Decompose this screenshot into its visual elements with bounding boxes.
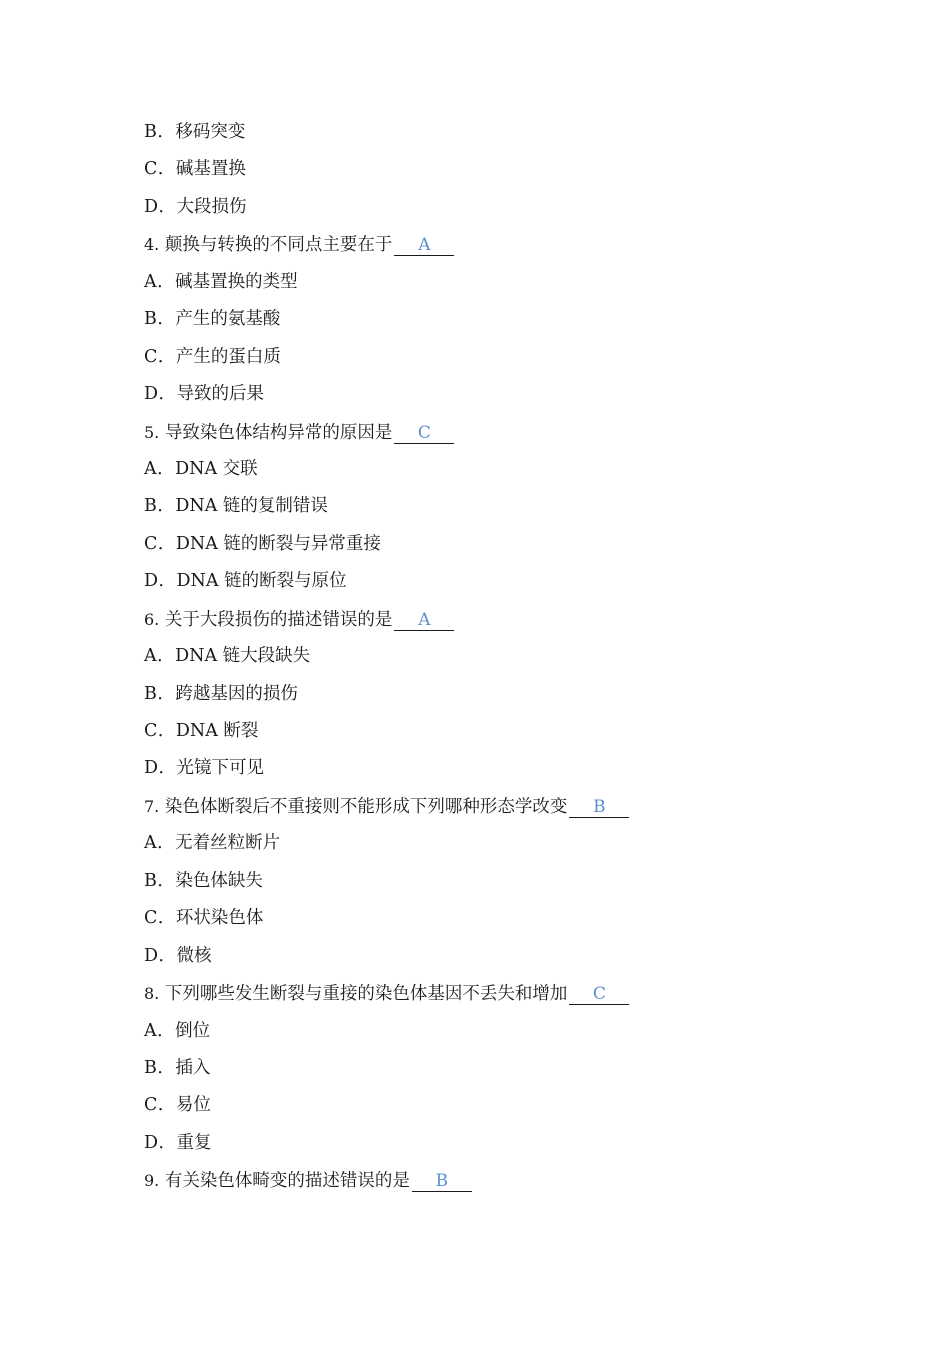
option-letter: A． (144, 646, 176, 667)
question-line (144, 975, 844, 1012)
answer-blank (394, 423, 454, 444)
option-text: DNA 链的断裂与异常重接 (175, 533, 381, 554)
question-number: 8. (144, 984, 160, 1004)
option-line (144, 526, 844, 563)
option-letter: C． (144, 346, 176, 367)
option-letter: B． (144, 496, 176, 517)
answer-blank (412, 1171, 472, 1192)
option-text: 微核 (176, 945, 212, 966)
option-line (144, 938, 844, 975)
option-text: 倒位 (175, 1020, 211, 1041)
option-line (144, 151, 844, 188)
option-line (144, 1125, 844, 1162)
option-letter: A． (144, 1020, 176, 1041)
question-text: 颠换与转换的不同点主要在于 (164, 235, 393, 256)
question-line (144, 601, 844, 638)
question-list (144, 114, 844, 1200)
option-text: 导致的后果 (176, 384, 265, 405)
option-letter: D． (144, 758, 177, 779)
option-text: 产生的氨基酸 (175, 309, 281, 330)
option-letter: B． (144, 870, 176, 891)
option-line (144, 376, 844, 413)
option-text: 无着丝粒断片 (175, 833, 281, 854)
option-text: 碱基置换 (175, 159, 246, 180)
option-line (144, 339, 844, 376)
option-line (144, 1087, 844, 1124)
option-text: DNA 链大段缺失 (175, 646, 311, 667)
option-text: 光镜下可见 (176, 758, 265, 779)
option-letter: D． (144, 1132, 177, 1153)
question-number: 7. (144, 796, 160, 816)
option-line (144, 1013, 844, 1050)
option-letter: A． (144, 458, 176, 479)
question-text: 导致染色体结构异常的原因是 (164, 422, 393, 443)
answer-text: B (593, 796, 606, 817)
answer-blank (569, 797, 629, 818)
question-text: 有关染色体畸变的描述错误的是 (164, 1171, 410, 1192)
question-number: 6. (144, 609, 160, 629)
question-text: 染色体断裂后不重接则不能形成下列哪种形态学改变 (164, 796, 568, 817)
option-letter: C． (144, 908, 176, 929)
option-text: 染色体缺失 (175, 870, 263, 891)
option-text: DNA 断裂 (175, 721, 259, 741)
answer-blank (394, 610, 454, 631)
option-line (144, 189, 844, 226)
option-line (144, 750, 844, 787)
option-text: DNA 链的断裂与原位 (176, 571, 347, 592)
answer-text: A (418, 235, 431, 256)
answer-blank (569, 984, 629, 1005)
option-letter: C． (144, 533, 176, 554)
option-text: DNA 链的复制错误 (175, 496, 328, 517)
option-letter: C． (144, 721, 176, 741)
question-text: 关于大段损伤的描述错误的是 (164, 609, 393, 630)
answer-text: C (417, 422, 431, 443)
option-letter: B． (144, 683, 176, 704)
option-line (144, 863, 844, 900)
option-line (144, 114, 844, 151)
option-text: 插入 (175, 1057, 211, 1078)
option-text: 易位 (175, 1095, 211, 1116)
question-line (144, 414, 844, 451)
option-text: 移码突变 (175, 122, 246, 142)
option-letter: C． (144, 159, 176, 180)
option-line (144, 451, 844, 488)
question-line (144, 1162, 844, 1199)
option-letter: D． (144, 571, 177, 592)
option-text: 跨越基因的损伤 (175, 683, 298, 704)
option-line (144, 563, 844, 600)
question-line (144, 226, 844, 263)
option-letter: D． (144, 196, 177, 217)
option-text: 产生的蛋白质 (175, 346, 281, 367)
option-line (144, 638, 844, 675)
option-line (144, 1050, 844, 1087)
answer-text: A (418, 609, 431, 630)
answer-blank (394, 235, 454, 256)
option-text: 碱基置换的类型 (175, 271, 298, 292)
option-text: 大段损伤 (176, 196, 247, 217)
answer-text: B (435, 1171, 449, 1192)
question-line (144, 788, 844, 825)
option-letter: C． (144, 1095, 176, 1116)
option-line (144, 825, 844, 862)
option-line (144, 488, 844, 525)
option-letter: D． (144, 945, 177, 966)
option-line (144, 264, 844, 301)
option-text: 重复 (176, 1132, 212, 1153)
option-line (144, 900, 844, 937)
option-letter: B． (144, 309, 176, 330)
option-letter: B． (144, 1057, 176, 1078)
option-letter: D． (144, 384, 177, 405)
option-text: DNA 交联 (175, 458, 258, 479)
option-line (144, 676, 844, 713)
answer-text: C (592, 984, 606, 1005)
question-number: 9. (144, 1171, 160, 1191)
question-number: 5. (144, 422, 160, 442)
option-letter: B． (144, 122, 176, 142)
option-letter: A． (144, 833, 176, 854)
question-number: 4. (144, 235, 160, 255)
option-line (144, 713, 844, 750)
option-letter: A． (144, 271, 176, 292)
option-text: 环状染色体 (175, 908, 264, 929)
option-line (144, 301, 844, 338)
question-text: 下列哪些发生断裂与重接的染色体基因不丢失和增加 (164, 984, 568, 1005)
